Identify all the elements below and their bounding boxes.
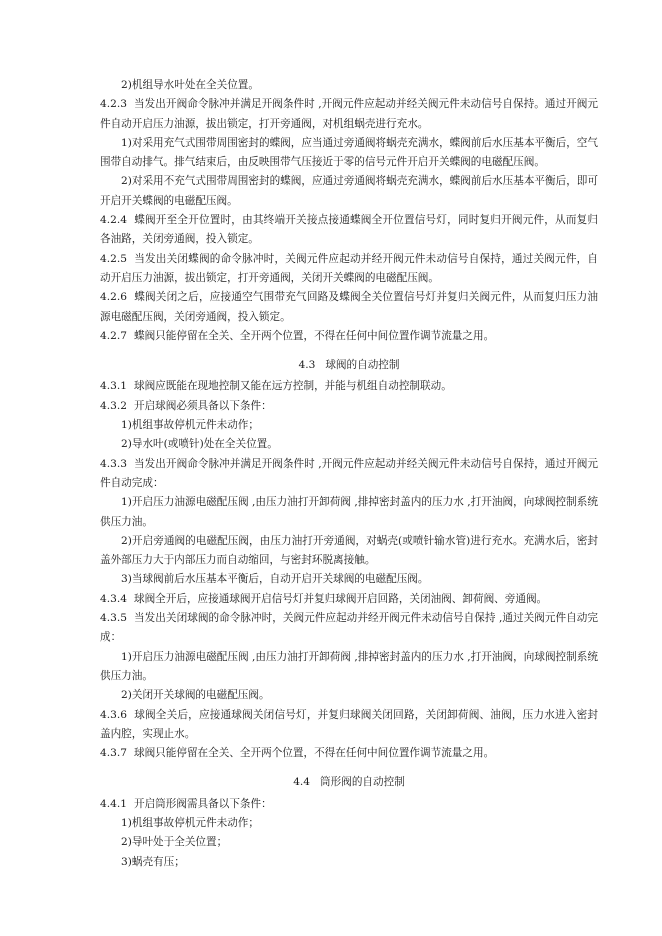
list-item-paragraph [100, 76, 598, 95]
list-item-paragraph [100, 648, 598, 687]
clause-paragraph [100, 609, 598, 648]
list-item [100, 853, 598, 872]
clause-paragraph [100, 744, 598, 763]
paragraph-text: 2)导叶处于全关位置； [121, 836, 228, 849]
clause-number: 4.2.4 [100, 214, 127, 227]
list-item [100, 570, 598, 589]
paragraph-text: 1)机组事故停机元件未动作； [121, 816, 259, 829]
paragraph-text: 2)开启旁通阀的电磁配压阀，由压力油打开旁通阀，对蜗壳(或喷针输水管)进行充水。充满水后，密封盖外部压力大于内部压力而自动缩回，与密封环脱离接触。 [100, 534, 598, 567]
clause-number: 4.3.4 [100, 592, 127, 605]
paragraph-text: 2)导水叶(或喷针)处在全关位置。 [121, 438, 278, 451]
paragraph-text: 1)开启压力油源电磁配压阀 ,由压力油打开卸荷阀 ,排掉密封盖内的压力水 ,打开油阀，向球阀控制系统供压力油。 [100, 496, 598, 528]
clause-number: 4.4.1 [100, 797, 127, 810]
list-item-paragraph [100, 172, 598, 211]
paragraph-text: 开启筒形阀需具备以下条件： [134, 797, 272, 810]
list-item [100, 686, 598, 705]
clause-paragraph [100, 95, 598, 134]
paragraph-text: 2)关闭开关球阀的电磁配压阀。 [121, 689, 270, 702]
paragraph-text: 当发出关闭球阀的命令脉冲时，关阀元件应起动并经开阀元件未动信号自保持 ,通过关阀元件自动完成： [100, 612, 598, 644]
list-item [100, 814, 598, 833]
paragraph-text: 蝶阀关闭之后，应接通空气围带充气回路及蝶阀全关位置信号灯并复归关阀元件，从而复归压力油源电磁配压阀，关闭旁通阀，投入锁定。 [100, 291, 598, 323]
paragraph-text: 当发出开阀命令脉冲并满足开阀条件时 ,开阀元件应起动并经关阀元件未动信号自保持。通过开阀元件自动开启压力油源，拔出锁定，打开旁通阀，对机组蜗壳进行充水。 [100, 98, 598, 130]
clause-number: 4.2.5 [100, 252, 127, 265]
clause-number: 4.3.2 [100, 399, 127, 412]
list-item [100, 435, 598, 454]
paragraph-text: 球阀全开后，应接通球阀开启信号灯并复归球阀开启回路，关闭油阀、卸荷阀、旁通阀。 [134, 592, 548, 605]
clause-number: 4.3.7 [100, 747, 127, 760]
clause-paragraph [100, 397, 598, 416]
clause-paragraph [100, 590, 598, 609]
paragraph-text: 当发出关闭蝶阀的命令脉冲时，关阀元件应起动并经开阀元件未动信号自保持，通过关阀元件，自动开启压力油源，拔出锁定，打开旁通阀，关闭开关蝶阀的电磁配压阀。 [100, 252, 598, 284]
section-heading [100, 356, 598, 375]
list-item-paragraph [100, 134, 598, 173]
clause-number: 4.2.6 [100, 291, 127, 304]
paragraph-text: 2)对采用不充气式围带周围密封的蝶阀，应通过旁通阀将蜗壳充满水，蝶阀前后水压基本平衡后，即可开启开关蝶阀的电磁配压阀。 [100, 175, 598, 207]
clause-number: 4.3.1 [100, 380, 127, 393]
document-body [100, 76, 598, 872]
list-item [100, 833, 598, 852]
clause-paragraph [100, 455, 598, 494]
paragraph-text: 3)蜗壳有压； [121, 855, 185, 868]
list-item-paragraph [100, 493, 598, 532]
paragraph-text: 1)对采用充气式围带周围密封的蝶阀，应当通过旁通阀将蜗壳充满水，蝶阀前后水压基本平衡后，空气围带自动排气。排气结束后，由反映围带气压接近于零的信号元件开启开关蝶阀的电磁配压阀。 [100, 136, 598, 169]
clause-number: 4.2.7 [100, 329, 127, 342]
paragraph-text: 3)当球阀前后水压基本平衡后，自动开启开关球阀的电磁配压阀。 [121, 573, 429, 586]
clause-paragraph [100, 327, 598, 346]
clause-number: 4.3.6 [100, 708, 127, 721]
clause-paragraph [100, 377, 598, 396]
clause-number: 4.2.3 [100, 98, 127, 111]
list-item-paragraph [100, 532, 598, 571]
list-item [100, 416, 598, 435]
paragraph-text: 球阀的自动控制 [325, 359, 400, 372]
clause-paragraph [100, 706, 598, 745]
paragraph-text: 开启球阀必须具备以下条件： [134, 399, 272, 412]
paragraph-text: 球阀全关后，应接通球阀关闭信号灯，并复归球阀关闭回路，关闭卸荷阀、油阀，压力水进入密封盖内腔，实现止水。 [100, 708, 598, 740]
paragraph-text: 蝶阀只能停留在全关、全开两个位置，不得在任何中间位置作调节流量之用。 [134, 329, 495, 342]
clause-paragraph [100, 250, 598, 289]
paragraph-text: 蝶阀开至全开位置时，由其终端开关接点接通蝶阀全开位置信号灯，同时复归开阀元件，从而复归各油路，关闭旁通阀，投入锁定。 [100, 214, 598, 246]
paragraph-text: 当发出开阀命令脉冲并满足开阀条件时 ,开阀元件应起动并经关阀元件未动信号自保持，通过开阀元件自动完成： [100, 457, 598, 489]
paragraph-text: 球阀只能停留在全关、全开两个位置，不得在任何中间位置作调节流量之用。 [134, 747, 495, 760]
clause-number: 4.4 [293, 776, 311, 789]
clause-number: 4.3 [298, 359, 316, 372]
paragraph-text: 1)机组事故停机元件未动作； [121, 419, 259, 432]
clause-paragraph [100, 795, 598, 814]
paragraph-text: 球阀应既能在现地控制又能在远方控制，并能与机组自动控制联动。 [134, 380, 452, 393]
paragraph-text: 1)开启压力油源电磁配压阀 ,由压力油打开卸荷阀 ,排掉密封盖内的压力水 ,打开油阀，向球阀控制系统供压力油。 [100, 650, 598, 682]
section-heading [100, 773, 598, 792]
clause-number: 4.3.5 [100, 612, 127, 625]
paragraph-text: 2)机组导水叶处在全关位置。 [121, 79, 259, 91]
clause-number: 4.3.3 [100, 457, 127, 470]
clause-paragraph [100, 211, 598, 250]
clause-paragraph [100, 288, 598, 327]
paragraph-text: 筒形阀的自动控制 [320, 776, 405, 789]
